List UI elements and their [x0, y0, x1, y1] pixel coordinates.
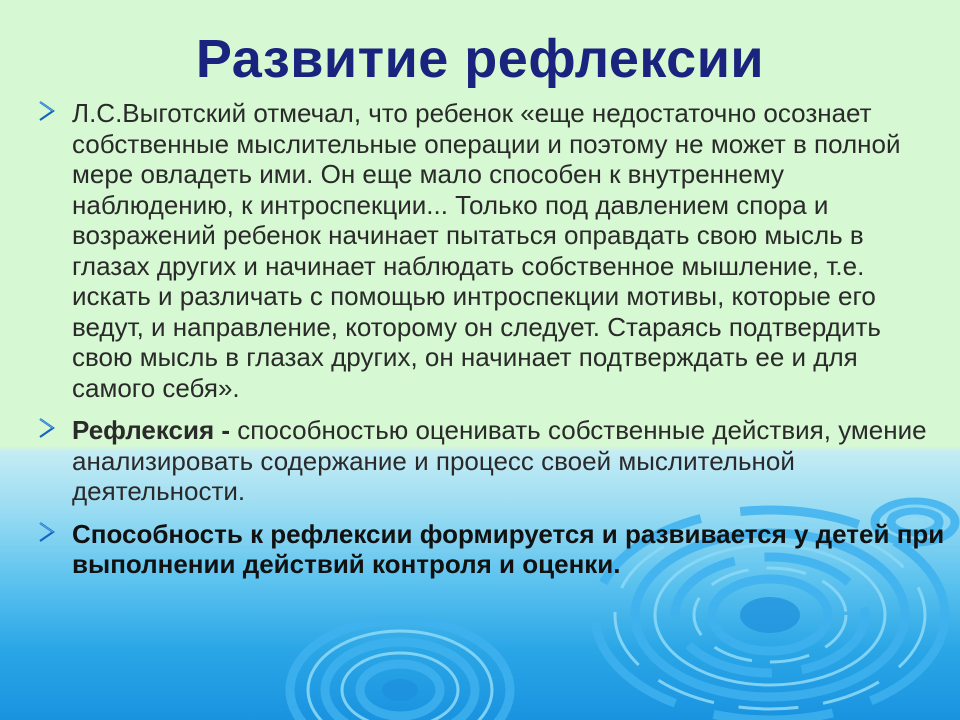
definition-term: Рефлексия - [72, 415, 231, 445]
bullet-list [36, 98, 946, 592]
definition-text: способностью оценивать собственные действия, умение анализировать содержание и процесс своей мыслительной деятельности. [72, 415, 927, 506]
conclusion-text: Способность к рефлексии формируется и развивается у детей при выполнении действий контроля и оценки. [72, 518, 945, 579]
chevron-right-icon [36, 520, 60, 544]
chevron-right-icon [36, 416, 60, 440]
list-item [36, 415, 946, 507]
quote-text: Л.С.Выготский отмечал, что ребенок «еще недостаточно осознает собственные мыслительные операции и поэтому не может в полной мере овладеть ими. Он еще мало способен к внутреннему наблюдению, к интроспекции... Только под давлением спора и возражений ребенок начинает пытаться оправдать свою мысль в глазах других и начинает наблюдать собственное мышление, т.е. искать и различать с помощью интроспекции мотивы, которые его ведут, и направление, которому он следует. Стараясь подтвердить свою мысль в глазах других, он начинает подтверждать ее и для самого себя». [72, 98, 901, 403]
slide-title: Развитие рефлексии [195, 29, 765, 89]
list-item [36, 519, 946, 580]
chevron-right-icon [36, 99, 60, 123]
list-item [36, 98, 946, 403]
